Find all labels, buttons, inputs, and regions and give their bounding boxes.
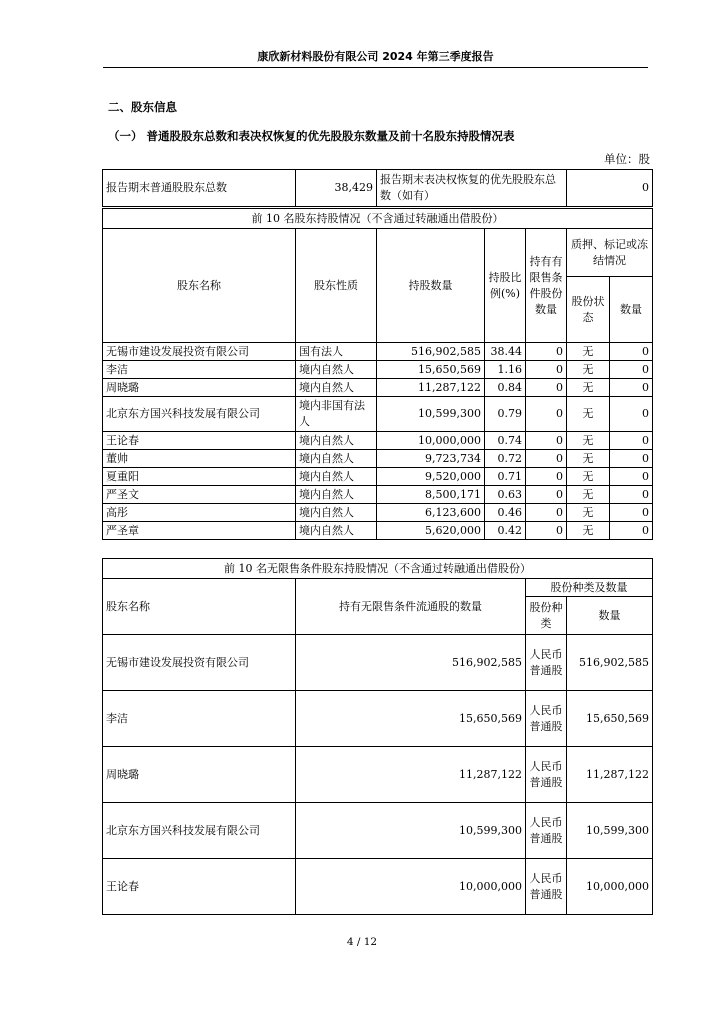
page-number: 4 / 12: [346, 936, 378, 948]
table-row: [103, 361, 653, 379]
cell-name: 周晓璐: [103, 747, 296, 803]
table-row: [103, 504, 653, 522]
unrestricted-caption: 前 10 名无限售条件股东持股情况（不含通过转融通出借股份）: [103, 559, 653, 579]
cell-shares: 9,520,000: [377, 468, 485, 486]
cell-status: 无: [567, 361, 610, 379]
cell-ratio: 0.46: [485, 504, 526, 522]
cell-status: 无: [567, 504, 610, 522]
cell-status: 无: [567, 486, 610, 504]
cell-name: 高彤: [103, 504, 296, 522]
cell-qty: 0: [610, 468, 653, 486]
cell-shares: 516,902,585: [377, 343, 485, 361]
uth-qty: 数量: [567, 597, 653, 635]
cell-status: 无: [567, 450, 610, 468]
cell-status: 无: [567, 379, 610, 397]
cell-count: 15,650,569: [296, 691, 526, 747]
th-qty: 数量: [610, 277, 653, 343]
cell-restricted: 0: [526, 361, 567, 379]
cell-name: 无锡市建设发展投资有限公司: [103, 635, 296, 691]
cell-type: 人民币普通股: [526, 635, 567, 691]
cell-restricted: 0: [526, 343, 567, 361]
cell-qty: 0: [610, 343, 653, 361]
cell-name: 李洁: [103, 361, 296, 379]
cell-name: 李洁: [103, 691, 296, 747]
summary-table: [102, 169, 653, 207]
table-row: [103, 343, 653, 361]
cell-restricted: 0: [526, 468, 567, 486]
cell-restricted: 0: [526, 432, 567, 450]
cell-nature: 境内自然人: [296, 468, 377, 486]
table-row: [103, 486, 653, 504]
cell-nature: 境内自然人: [296, 450, 377, 468]
table-row: [103, 522, 653, 540]
cell-status: 无: [567, 397, 610, 432]
cell-shares: 5,620,000: [377, 522, 485, 540]
cell-qty: 0: [610, 504, 653, 522]
cell-ratio: 1.16: [485, 361, 526, 379]
cell-qty: 0: [610, 432, 653, 450]
th-status: 股份状态: [567, 277, 610, 343]
cell-shares: 15,650,569: [377, 361, 485, 379]
table-row: [103, 803, 653, 859]
cell-name: 严圣章: [103, 522, 296, 540]
cell-ratio: 0.84: [485, 379, 526, 397]
cell-qty: 0: [610, 361, 653, 379]
table-row: [103, 635, 653, 691]
cell-nature: 境内自然人: [296, 486, 377, 504]
th-name: 股东名称: [103, 229, 296, 343]
cell-nature: 境内自然人: [296, 379, 377, 397]
cell-type: 人民币普通股: [526, 859, 567, 915]
table-row: [103, 859, 653, 915]
header-rule: [103, 67, 648, 68]
cell-ratio: 0.74: [485, 432, 526, 450]
unit-label: 单位：股: [604, 152, 650, 166]
th-ratio: 持股比例(%): [485, 229, 526, 343]
unrestricted-table: [102, 558, 653, 915]
cell-count: 516,902,585: [296, 635, 526, 691]
cell-nature: 境内非国有法人: [296, 397, 377, 432]
cell-nature: 国有法人: [296, 343, 377, 361]
cell-qty: 0: [610, 486, 653, 504]
uth-count: 持有无限售条件流通股的数量: [296, 579, 526, 635]
th-pledge: 质押、标记或冻结情况: [567, 229, 653, 277]
cell-shares: 6,123,600: [377, 504, 485, 522]
cell-ratio: 0.63: [485, 486, 526, 504]
cell-restricted: 0: [526, 504, 567, 522]
uth-name: 股东名称: [103, 579, 296, 635]
pref-holders-value: 0: [567, 170, 653, 207]
cell-restricted: 0: [526, 450, 567, 468]
table-row: [103, 747, 653, 803]
cell-qty: 10,599,300: [567, 803, 653, 859]
cell-ratio: 0.42: [485, 522, 526, 540]
cell-nature: 境内自然人: [296, 522, 377, 540]
cell-name: 王论春: [103, 432, 296, 450]
cell-ratio: 0.72: [485, 450, 526, 468]
table-row: [103, 379, 653, 397]
cell-qty: 0: [610, 397, 653, 432]
top10-caption: 前 10 名股东持股情况（不含通过转融通出借股份）: [103, 209, 653, 229]
cell-qty: 0: [610, 379, 653, 397]
cell-status: 无: [567, 343, 610, 361]
pref-holders-label: 报告期末表决权恢复的优先股股东总数（如有）: [377, 170, 567, 207]
cell-name: 无锡市建设发展投资有限公司: [103, 343, 296, 361]
cell-restricted: 0: [526, 522, 567, 540]
cell-count: 10,000,000: [296, 859, 526, 915]
common-holders-value: 38,429: [296, 170, 377, 207]
cell-status: 无: [567, 468, 610, 486]
uth-type: 股份种类: [526, 597, 567, 635]
th-shares: 持股数量: [377, 229, 485, 343]
cell-name: 夏重阳: [103, 468, 296, 486]
cell-name: 严圣文: [103, 486, 296, 504]
cell-type: 人民币普通股: [526, 691, 567, 747]
th-nature: 股东性质: [296, 229, 377, 343]
cell-type: 人民币普通股: [526, 803, 567, 859]
cell-ratio: 0.79: [485, 397, 526, 432]
cell-ratio: 0.71: [485, 468, 526, 486]
table-row: [103, 691, 653, 747]
report-header: 康欣新材料股份有限公司 2024 年第三季度报告: [257, 50, 494, 63]
cell-name: 王论春: [103, 859, 296, 915]
cell-qty: 516,902,585: [567, 635, 653, 691]
cell-shares: 11,287,122: [377, 379, 485, 397]
cell-name: 董帅: [103, 450, 296, 468]
cell-restricted: 0: [526, 486, 567, 504]
cell-restricted: 0: [526, 397, 567, 432]
cell-qty: 10,000,000: [567, 859, 653, 915]
cell-name: 北京东方国兴科技发展有限公司: [103, 397, 296, 432]
cell-shares: 8,500,171: [377, 486, 485, 504]
cell-shares: 10,599,300: [377, 397, 485, 432]
cell-status: 无: [567, 522, 610, 540]
cell-restricted: 0: [526, 379, 567, 397]
cell-type: 人民币普通股: [526, 747, 567, 803]
cell-name: 北京东方国兴科技发展有限公司: [103, 803, 296, 859]
uth-type-group: 股份种类及数量: [526, 579, 653, 597]
table-row: [103, 432, 653, 450]
table-row: [103, 468, 653, 486]
cell-count: 11,287,122: [296, 747, 526, 803]
cell-nature: 境内自然人: [296, 432, 377, 450]
th-restricted: 持有有限售条件股份数量: [526, 229, 567, 343]
cell-shares: 9,723,734: [377, 450, 485, 468]
table-row: [103, 397, 653, 432]
cell-qty: 0: [610, 450, 653, 468]
cell-ratio: 38.44: [485, 343, 526, 361]
cell-nature: 境内自然人: [296, 504, 377, 522]
top10-table: [102, 208, 653, 540]
cell-count: 10,599,300: [296, 803, 526, 859]
cell-qty: 15,650,569: [567, 691, 653, 747]
cell-shares: 10,000,000: [377, 432, 485, 450]
section-title: 二、股东信息: [108, 100, 177, 114]
cell-qty: 11,287,122: [567, 747, 653, 803]
cell-qty: 0: [610, 522, 653, 540]
cell-status: 无: [567, 432, 610, 450]
table-row: [103, 450, 653, 468]
cell-name: 周晓璐: [103, 379, 296, 397]
common-holders-label: 报告期末普通股股东总数: [103, 170, 296, 207]
cell-nature: 境内自然人: [296, 361, 377, 379]
section-subtitle: （一） 普通股股东总数和表决权恢复的优先股股东数量及前十名股东持股情况表: [108, 129, 515, 143]
